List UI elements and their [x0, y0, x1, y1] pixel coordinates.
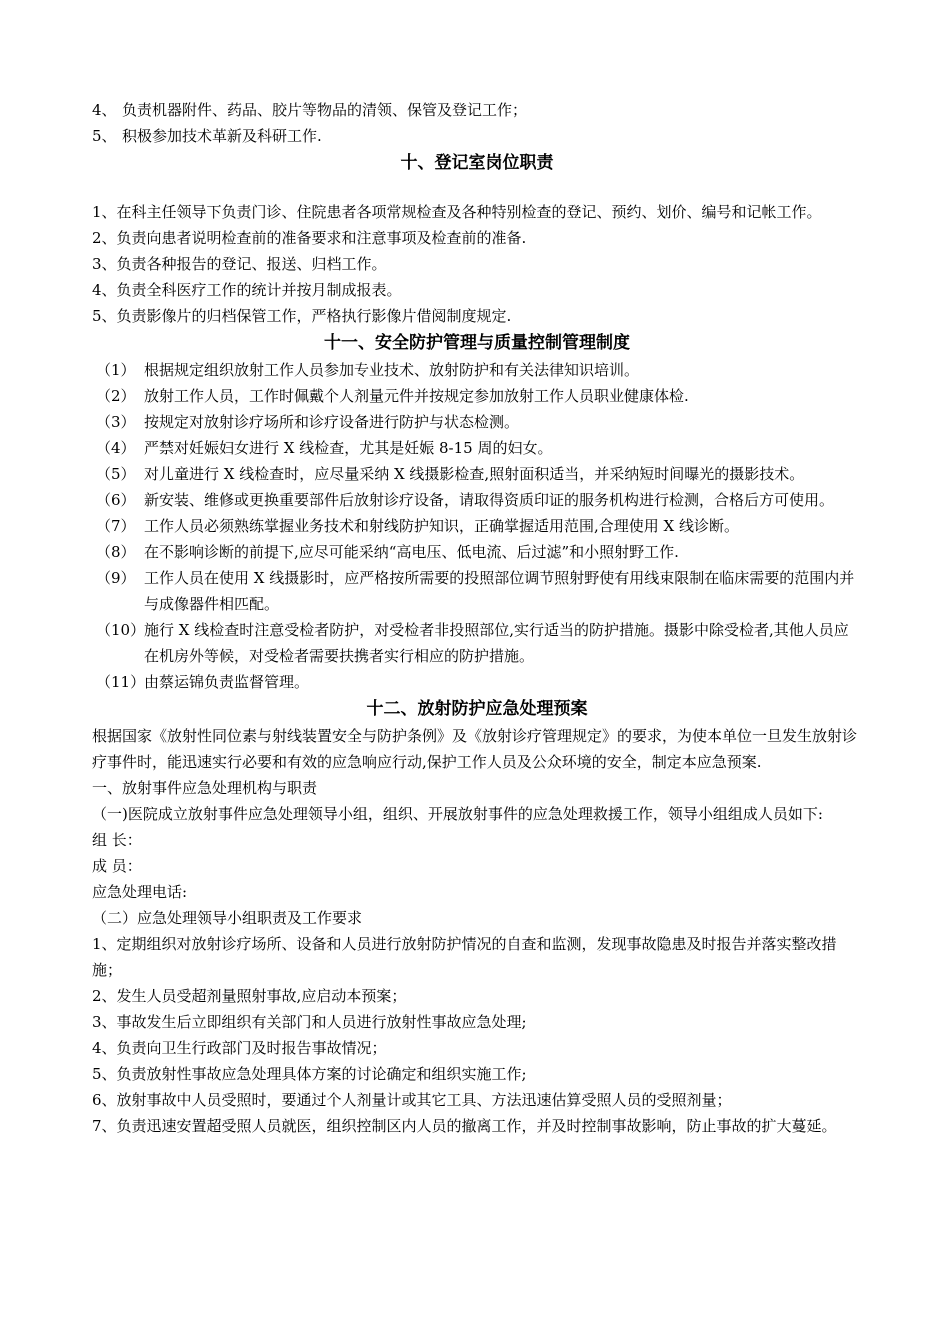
section-11-item-text: 由蔡运锦负责监督管理。 — [144, 673, 310, 691]
section-12-paragraph: 应急处理电话: — [92, 883, 188, 901]
section-11-item-number: （2） — [96, 387, 136, 405]
section-11-item-number: （10） — [96, 621, 146, 639]
intro-item-text: 负责机器附件、药品、胶片等物品的清领、保管及登记工作； — [122, 101, 528, 119]
section-11-item — [92, 487, 862, 513]
intro-item-number: 5、 — [92, 127, 117, 145]
section-12-paragraph: 5、负责放射性事故应急处理具体方案的讨论确定和组织实施工作; — [92, 1065, 527, 1083]
section-12-paragraph: 根据国家《放射性同位素与射线装置安全与防护条例》及《放射诊疗管理规定》的要求，为使本单位一旦发生放射诊疗事件时，能迅速实行必要和有效的应急响应行动,保护工作人员及公众环境的安全，制定本应急预案. — [92, 727, 858, 771]
section-11-item — [92, 539, 862, 565]
section-11-item-text: 工作人员必须熟练掌握业务技术和射线防护知识，正确掌握适用范围,合理使用 X 线诊断。 — [144, 517, 739, 535]
document-page — [92, 97, 862, 1139]
section-10-item: 2、负责向患者说明检查前的准备要求和注意事项及检查前的准备. — [92, 229, 527, 247]
section-11-item — [92, 565, 862, 617]
section-11-item-number: （6） — [96, 491, 136, 509]
section-11-item-number: （9） — [96, 569, 136, 587]
section-12-paragraph: 成 员： — [92, 857, 142, 875]
section-11-item-text: 对儿童进行 X 线检查时，应尽量采纳 X 线摄影检查,照射面积适当，并采纳短时间曝光的摄影技术。 — [144, 465, 805, 483]
section-11-item-number: （5） — [96, 465, 136, 483]
section-12-paragraph: （一)医院成立放射事件应急处理领导小组，组织、开展放射事件的应急处理救援工作，领导小组组成人员如下: — [92, 805, 823, 823]
section-11-item-text: 在不影响诊断的前提下,应尽可能采纳“高电压、低电流、后过滤”和小照射野工作. — [144, 543, 679, 561]
section-11-item — [92, 617, 862, 669]
section-11-item-text: 施行 X 线检查时注意受检者防护，对受检者非投照部位,实行适当的防护措施。摄影中除受检者,其他人员应在机房外等候，对受检者需要扶携者实行相应的防护措施。 — [144, 621, 849, 665]
section-11-item-number: （8） — [96, 543, 136, 561]
section-11-item-text: 新安装、维修或更换重要部件后放射诊疗设备，请取得资质印证的服务机构进行检测，合格后方可使用。 — [144, 491, 835, 509]
section-11-item-text: 按规定对放射诊疗场所和诊疗设备进行防护与状态检测。 — [144, 413, 520, 431]
section-12-paragraph: （二）应急处理领导小组职责及工作要求 — [92, 909, 363, 927]
section-12-paragraph: 3、事故发生后立即组织有关部门和人员进行放射性事故应急处理; — [92, 1013, 527, 1031]
section-11-item-text: 放射工作人员，工作时佩戴个人剂量元件并按规定参加放射工作人员职业健康体检. — [144, 387, 689, 405]
section-10-item: 3、负责各种报告的登记、报送、归档工作。 — [92, 255, 387, 273]
section-11-item-text: 严禁对妊娠妇女进行 X 线检查，尤其是妊娠 8-15 周的妇女。 — [144, 439, 553, 457]
intro-item — [92, 123, 862, 149]
section-12-paragraph: 1、定期组织对放射诊疗场所、设备和人员进行放射防护情况的自查和监测，发现事故隐患及时报告并落实整改措施； — [92, 935, 837, 979]
section-10-item: 4、负责全科医疗工作的统计并按月制成报表。 — [92, 281, 402, 299]
section-11-item — [92, 461, 862, 487]
section-11-item-number: （11） — [96, 673, 146, 691]
section-10-item: 1、在科主任领导下负责门诊、住院患者各项常规检查及各种特别检查的登记、预约、划价、编号和记帐工作。 — [92, 203, 822, 221]
section-11-item — [92, 435, 862, 461]
section-10-title: 十、登记室岗位职责 — [400, 153, 554, 173]
section-11-item-number: （3） — [96, 413, 136, 431]
intro-item-text: 积极参加技术革新及科研工作. — [122, 127, 322, 145]
intro-item — [92, 97, 862, 123]
section-12-paragraph: 6、放射事故中人员受照时，要通过个人剂量计或其它工具、方法迅速估算受照人员的受照剂量； — [92, 1091, 732, 1109]
section-11-item-number: （7） — [96, 517, 136, 535]
section-12-paragraph: 2、发生人员受超剂量照射事故,应启动本预案； — [92, 987, 407, 1005]
section-10-item: 5、负责影像片的归档保管工作，严格执行影像片借阅制度规定. — [92, 307, 512, 325]
section-11-title: 十一、安全防护管理与质量控制管理制度 — [324, 333, 630, 353]
section-12-paragraph: 4、负责向卫生行政部门及时报告事故情况； — [92, 1039, 387, 1057]
section-12-title: 十二、放射防护应急处理预案 — [366, 699, 588, 719]
section-11-item-number: （4） — [96, 439, 136, 457]
section-11-item — [92, 409, 862, 435]
section-11-item — [92, 383, 862, 409]
intro-item-number: 4、 — [92, 101, 117, 119]
section-11-item — [92, 357, 862, 383]
section-11-item — [92, 513, 862, 539]
section-11-item — [92, 669, 862, 695]
section-12-paragraph: 组 长： — [92, 831, 142, 849]
section-12-paragraph: 一、放射事件应急处理机构与职责 — [92, 779, 318, 797]
section-11-item-text: 工作人员在使用 X 线摄影时，应严格按所需要的投照部位调节照射野使有用线束限制在临床需要的范围内并与成像器件相匹配。 — [144, 569, 855, 613]
section-11-item-text: 根据规定组织放射工作人员参加专业技术、放射防护和有关法律知识培训。 — [144, 361, 640, 379]
section-12-paragraph: 7、负责迅速安置超受照人员就医，组织控制区内人员的撤离工作，并及时控制事故影响，防止事故的扩大蔓延。 — [92, 1117, 837, 1135]
section-11-item-number: （1） — [96, 361, 136, 379]
